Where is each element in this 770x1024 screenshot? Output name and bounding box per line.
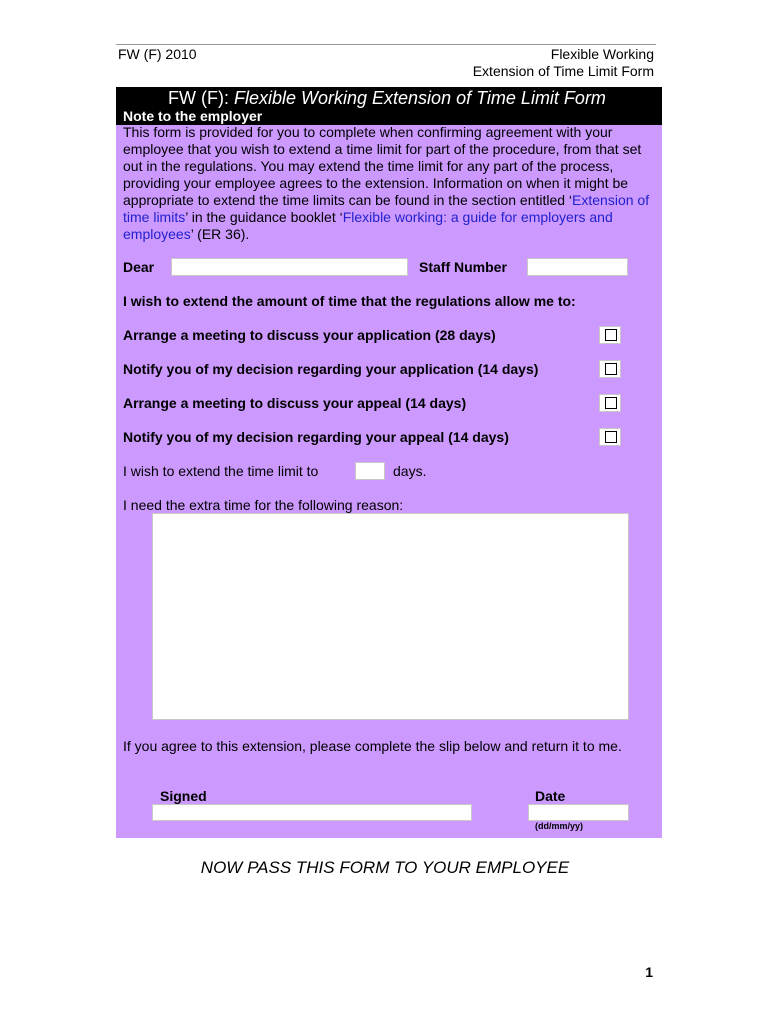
header-title-line-1: Flexible Working: [550, 46, 654, 62]
intro-text: This form is provided for you to complete when confirming agreement with your employee that you wish to extend a time limit for part of the procedure, from that set out in the regulations. You may extend the time limit for any part of the process, providing your employee agrees to the extension. Information on when it might be appropriate to extend the time limits can be found in the section entitled ‘: [123, 124, 642, 208]
option-checkbox-meeting-application[interactable]: [599, 326, 621, 344]
header-form-code: FW (F) 2010: [118, 46, 197, 62]
date-field[interactable]: [528, 804, 629, 821]
form-title-name: Flexible Working Extension of Time Limit Form: [233, 88, 606, 108]
extend-prefix: I wish to extend the time limit to: [123, 463, 319, 479]
form-title: [168, 88, 606, 109]
date-format-hint: (dd/mm/yy): [535, 821, 584, 831]
signed-label: Signed: [160, 788, 207, 804]
agree-text: If you agree to this extension, please complete the slip below and return it to me.: [123, 738, 622, 754]
header-rule: [116, 44, 656, 45]
days-field[interactable]: [355, 462, 385, 480]
form-title-separator: :: [223, 88, 234, 108]
page-number: 1: [645, 964, 653, 980]
option-checkbox-meeting-appeal[interactable]: [599, 394, 621, 412]
header-form-title: [473, 46, 654, 80]
dear-field[interactable]: [171, 258, 408, 276]
option-checkbox-decision-appeal[interactable]: [599, 428, 621, 446]
option-label-decision-application: Notify you of my decision regarding your application (14 days): [123, 361, 539, 377]
note-heading: Note to the employer: [123, 108, 263, 124]
pass-form-instruction: NOW PASS THIS FORM TO YOUR EMPLOYEE: [200, 858, 570, 877]
option-label-meeting-appeal: Arrange a meeting to discuss your appeal (14 days): [123, 395, 467, 411]
option-label-decision-appeal: Notify you of my decision regarding your appeal (14 days): [123, 429, 509, 445]
date-label: Date: [535, 788, 566, 804]
reason-label: I need the extra time for the following reason:: [123, 497, 404, 513]
extend-suffix: days.: [393, 463, 427, 479]
dear-label: Dear: [123, 259, 155, 275]
staff-number-label: Staff Number: [419, 259, 507, 275]
intro-paragraph: [123, 124, 653, 243]
link-extension-of-time-limits[interactable]: Extension of time limits: [123, 192, 650, 225]
link-guidance-booklet[interactable]: Flexible working: a guide for employers and employees: [123, 209, 613, 242]
intro-text-end: ’ (ER 36).: [190, 226, 250, 242]
option-checkbox-decision-application[interactable]: [599, 360, 621, 378]
title-bar: [116, 87, 662, 125]
intro-text-mid: ’ in the guidance booklet ‘: [185, 209, 343, 225]
form-title-code: FW (F): [168, 88, 224, 108]
reason-textarea[interactable]: [152, 513, 629, 720]
header-title-line-2: Extension of Time Limit Form: [472, 63, 654, 79]
staff-number-field[interactable]: [527, 258, 628, 276]
wish-heading: I wish to extend the amount of time that the regulations allow me to:: [123, 293, 576, 309]
option-label-meeting-application: Arrange a meeting to discuss your application (28 days): [123, 327, 496, 343]
signed-field[interactable]: [152, 804, 472, 821]
